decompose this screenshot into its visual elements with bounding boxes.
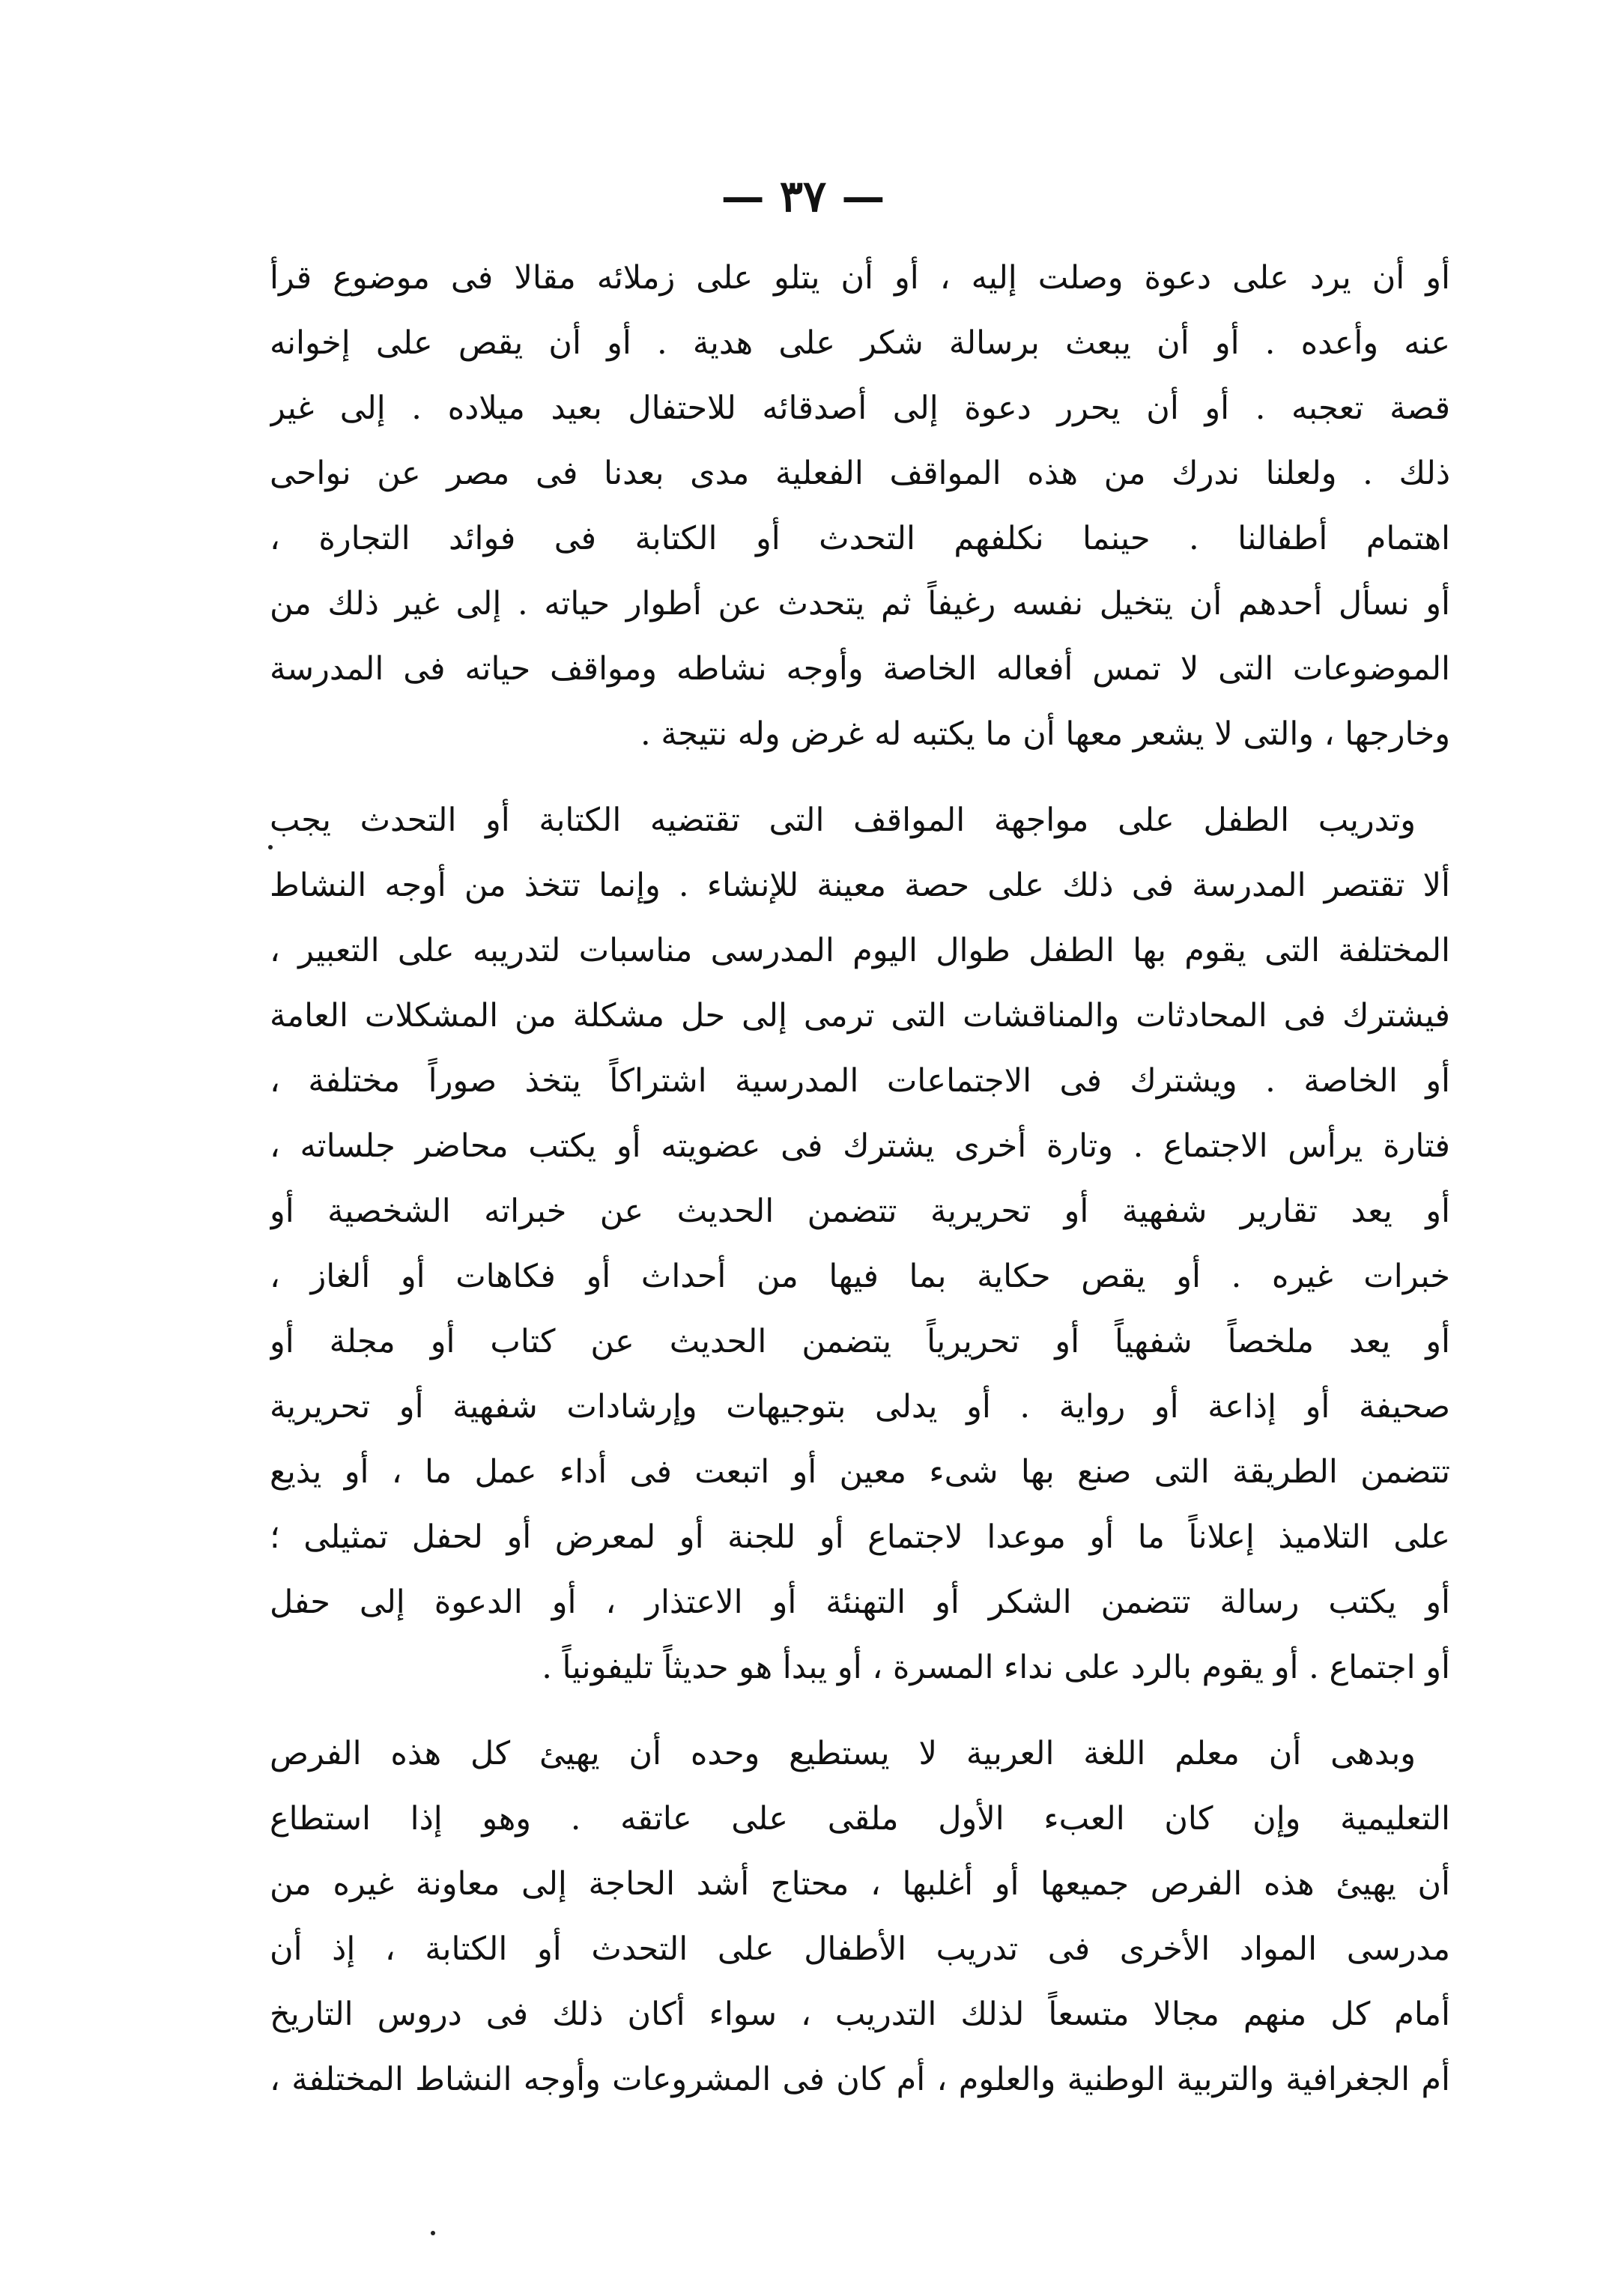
text-line: قصة تعجبه . أو أن يحرر دعوة إلى أصدقائه للاحتفال بعيد ميلاده . إلى غير <box>270 390 1450 427</box>
text-line: أن يهيئ هذه الفرص جميعها أو أغلبها ، محتاج أشد الحاجة إلى معاونة غيره من <box>270 1865 1450 1903</box>
text-line: أو نسأل أحدهم أن يتخيل نفسه رغيفاً ثم يتحدث عن أطوار حياته . إلى غير ذلك من <box>270 585 1450 623</box>
text-line: وخارجها ، والتى لا يشعر معها أن ما يكتبه له غرض وله نتيجة . <box>640 715 1450 753</box>
page-number: — ٣٧ — <box>721 171 885 222</box>
scan-speck <box>431 2231 435 2235</box>
text-line: اهتمام أطفالنا . حينما نكلفهم التحدث أو الكتابة فى فوائد التجارة ، <box>270 520 1450 557</box>
text-line: أو اجتماع . أو يقوم بالرد على نداء المسرة ، أو يبدأ هو حديثاً تليفونياً . <box>542 1649 1450 1686</box>
text-line: وتدريب الطفل على مواجهة المواقف التى تقتضيه الكتابة أو التحدث يجب <box>270 802 1416 839</box>
text-line: التعليمية وإن كان العبء الأول ملقى على عاتقه . وهو إذا استطاع <box>270 1800 1450 1838</box>
text-line: أو أن يرد على دعوة وصلت إليه ، أو أن يتلو على زملائه مقالا فى موضوع قرأ <box>270 259 1450 297</box>
text-line: أمام كل منهم مجالا متسعاً لذلك التدريب ، سواء أكان ذلك فى دروس التاريخ <box>270 1996 1450 2033</box>
paragraph-3 <box>270 1721 1450 2112</box>
text-line: المختلفة التى يقوم بها الطفل طوال اليوم المدرسى مناسبات لتدريبه على التعبير ، <box>270 932 1450 969</box>
text-line: الموضوعات التى لا تمس أفعاله الخاصة وأوجه نشاطه ومواقف حياته فى المدرسة <box>270 650 1450 688</box>
text-line: صحيفة أو إذاعة أو رواية . أو يدلى بتوجيهات وإرشادات شفهية أو تحريرية <box>270 1388 1450 1426</box>
scan-speck <box>268 845 273 849</box>
text-line: ذلك . ولعلنا ندرك من هذه المواقف الفعلية مدى بعدنا فى مصر عن نواحى <box>270 455 1450 492</box>
text-line: فيشترك فى المحادثات والمناقشات التى ترمى إلى حل مشكلة من المشكلات العامة <box>270 997 1450 1035</box>
paragraph-2 <box>270 788 1450 1700</box>
text-line: أو الخاصة . ويشترك فى الاجتماعات المدرسية اشتراكاً يتخذ صوراً مختلفة ، <box>270 1062 1450 1100</box>
text-line: مدرسى المواد الأخرى فى تدريب الأطفال على التحدث أو الكتابة ، إذ أن <box>270 1930 1450 1968</box>
text-line: عنه وأعده . أو أن يبعث برسالة شكر على هدية . أو أن يقص على إخوانه <box>270 324 1450 362</box>
text-line: خبرات غيره . أو يقص حكاية بما فيها من أحداث أو فكاهات أو ألغاز ، <box>270 1258 1450 1295</box>
text-line: فتارة يرأس الاجتماع . وتارة أخرى يشترك فى عضويته أو يكتب محاضر جلساته ، <box>270 1127 1450 1165</box>
text-line: تتضمن الطريقة التى صنع بها شىء معين أو اتبعت فى أداء عمل ما ، أو يذيع <box>270 1453 1450 1491</box>
text-line: أو يعد ملخصاً شفهياً أو تحريرياً يتضمن الحديث عن كتاب أو مجلة أو <box>270 1323 1450 1360</box>
text-line: أو يكتب رسالة تتضمن الشكر أو التهنئة أو الاعتذار ، أو الدعوة إلى حفل <box>270 1584 1450 1621</box>
text-line: أم الجغرافية والتربية الوطنية والعلوم ، أم كان فى المشروعات وأوجه النشاط المختلفة ، <box>270 2061 1450 2098</box>
body-text <box>270 246 1450 2112</box>
paragraph-1 <box>270 246 1450 767</box>
text-line: على التلاميذ إعلاناً ما أو موعدا لاجتماع أو للجنة أو لمعرض أو لحفل تمثيلى ؛ <box>270 1518 1450 1556</box>
text-line: وبدهى أن معلم اللغة العربية لا يستطيع وحده أن يهيئ كل هذه الفرص <box>270 1735 1416 1772</box>
text-line: ألا تقتصر المدرسة فى ذلك على حصة معينة للإنشاء . وإنما تتخذ من أوجه النشاط <box>270 867 1450 904</box>
text-line: أو يعد تقارير شفهية أو تحريرية تتضمن الحديث عن خبراته الشخصية أو <box>270 1193 1450 1230</box>
